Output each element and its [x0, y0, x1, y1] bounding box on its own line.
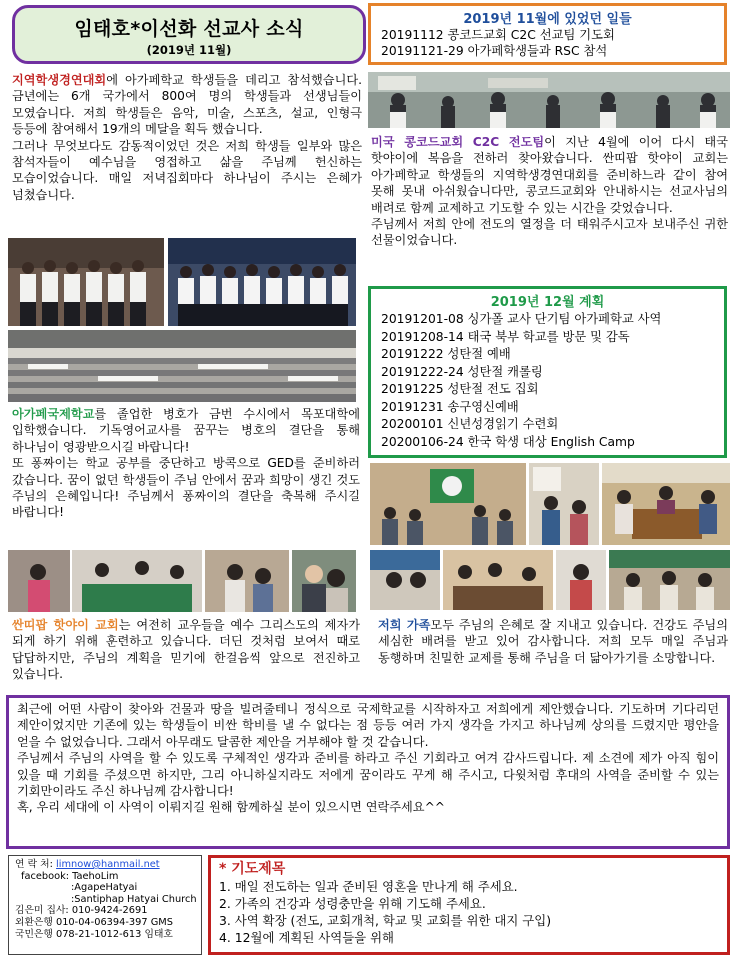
page-subtitle: (2019년 11월): [146, 43, 232, 57]
photo-contest-hall: [8, 330, 356, 402]
proposal-text-3: 혹, 우리 세대에 이 사역이 이뤄지길 원해 함께하실 분이 있으시면 연락주세요^^: [17, 800, 446, 815]
list-item: 20191222-24 성탄절 캐롤링: [381, 364, 543, 379]
list-item: 1. 매일 전도하는 일과 준비된 영혼을 만나게 해 주세요.: [219, 879, 518, 894]
photo-training-3: [205, 550, 289, 612]
article-contest: [12, 72, 362, 203]
november-events-title: 2019년 11월에 있었던 일들: [463, 12, 632, 27]
contact-facebook-2: :AgapeHatyai: [71, 882, 138, 894]
list-item: 2. 가족의 건강과 성령충만을 위해 기도해 주세요.: [219, 896, 486, 911]
header-box: [12, 5, 366, 64]
prayer-list: [219, 878, 719, 946]
church-text-1: 는 여전히 교우들을 예수 그리스도의 제자가 되게 하기 위해 훈련하고 있습니다. 더딘 것처럼 보여서 때로 답답하지만, 주님의 계획을 믿기에 한걸음씩 앞으로 전진하고 있습니다.: [12, 618, 360, 682]
photo-bible-study: [602, 463, 730, 545]
contest-text-2: 그러나 무엇보다도 감동적이었던 것은 저희 학생들 일부와 많은 참석자들이 예수님을 영접하고 삶을 주님께 헌신하는 모습이었습니다. 매일 저녁집회마다 하나님이 주시는 은혜가 넘쳤습니다.: [12, 138, 362, 202]
list-item: 20200101 신년성경읽기 수련회: [381, 417, 559, 431]
contact-facebook-1: facebook: TaehoLim: [21, 870, 119, 882]
contact-bank-1: 외환은행 010-04-06394-397 GMS: [15, 916, 173, 928]
contact-label: 연 락 처:: [15, 859, 53, 870]
photo-contest-group-2: [168, 238, 356, 326]
article-church: [12, 617, 360, 683]
article-agape: [12, 406, 360, 521]
article-concord: [371, 134, 728, 249]
photo-c2c-team: [368, 72, 730, 128]
list-item: 20191201-08 싱가폴 교사 단기팀 아가페학교 사역: [381, 312, 662, 326]
contest-highlight: 지역학생경연대회: [12, 73, 107, 87]
december-plan-list: [371, 311, 724, 451]
list-item: 20191208-14 태국 북부 학교를 방문 및 감독: [381, 329, 630, 344]
proposal-box: [6, 695, 730, 849]
prayer-title: * 기도제목: [219, 861, 286, 877]
family-text-1: 모두 주님의 은혜로 잘 지내고 있습니다. 건강도 주님의 세심한 배려를 받고 있어 감사합니다. 저희 모두 매일 주님과 동행하며 친밀한 교제를 통해 주님을 더 닮아가기를 소망합니다.: [378, 618, 728, 665]
list-item: 20200106-24 한국 학생 대상 English Camp: [381, 434, 635, 449]
list-item: 4. 12월에 계획된 사역들을 위해: [219, 930, 395, 945]
family-highlight: 저희 가족: [378, 618, 431, 632]
photo-family-1: [370, 550, 440, 610]
article-family: [378, 617, 728, 666]
proposal-text-1: 최근에 어떤 사람이 찾아와 건물과 땅을 빌려줄테니 정식으로 국제학교를 시작하자고 저희에게 제안했습니다. 기도하며 기다리던 제안이었지만 기존에 있는 학생들이 비싼 학비를 낼 수 없다는 점 등등 여러 가지 생각을 가지고 하나님께 상의를 드렸지만 평안을 얻을 수 없었습니다. 그래서 아무래도 달콤한 제안을 거부해야 할 것 같습니다.: [17, 702, 719, 749]
agape-text-2: 또 퐁짜이는 학교 공부를 중단하고 방콕으로 GED를 준비하러 갔습니다. 꿈이 없던 학생들이 주님 안에서 꿈과 희망이 생긴 것도 주님의 은혜입니다! 주님께서 퐁짜이의 결단을 축복해 주시길 바랍니다!: [12, 456, 360, 520]
contact-facebook-3: :Santiphap Hatyai Church: [71, 893, 197, 905]
contact-email-link[interactable]: limnow@hanmail.net: [56, 859, 160, 870]
november-events-box: [368, 3, 727, 65]
december-plan-title: 2019년 12월 계획: [490, 295, 605, 310]
concord-text-2: 주님께서 저희 안에 전도의 열정을 더 태워주시고자 보내주신 귀한 선물이었습니다.: [371, 217, 728, 248]
proposal-text-2: 주님께서 주님의 사역을 할 수 있도록 구체적인 생각과 준비를 하라고 주신 기회라고 여겨 감사드립니다. 제 소견에 제가 아직 힘이 있을 때 기회를 주셨으면 하지만, 그리 아니하실지라도 저에게 꿈이라도 꾸게 해 주시고, 다윗처럼 후대의 사역을 준비할 수 있는 기회만이라도 주신 하나님께 감사합니다!: [17, 751, 719, 799]
agape-text-1: 를 졸업한 병호가 금번 수시에서 목포대학에 입학했습니다. 기독영어교사를 꿈꾸는 병호의 결단을 통해 하나님이 영광받으시길 바랍니다!: [12, 407, 360, 454]
list-item: 20191121-29 아가페학생들과 RSC 참석: [381, 44, 608, 58]
photo-training-2: [72, 550, 202, 612]
list-item: 20191225 성탄절 전도 집회: [381, 382, 539, 396]
list-item: 20191222 성탄절 예배: [381, 347, 511, 361]
photo-family-2: [443, 550, 553, 610]
list-item: 20191231 송구영신예배: [381, 399, 519, 414]
contact-box: [8, 855, 202, 955]
contact-bank-2: 국민은행 078-21-1012-613 임태호: [15, 928, 173, 940]
concord-highlight: 미국 콩코드교회 C2C 전도팀: [371, 135, 545, 149]
contest-text-1: 에 아가페학교 학생들을 데리고 참석했습니다. 금년에는 6개 국가에서 800여 명의 학생들과 선생님들이 모였습니다. 저희 학생들은 음악, 미술, 스포츠, 설교, 인형극 등등에 참여해서 19개의 메달을 획득 했습니다.: [12, 73, 362, 137]
prayer-box: [208, 855, 730, 955]
november-events-list: [371, 27, 724, 59]
december-plan-box: [368, 286, 727, 458]
list-item: 20191112 콩코드교회 C2C 선교팀 기도회: [381, 28, 615, 42]
concord-text-1: 이 지난 4월에 이어 다시 태국 핫야이에 복음을 전하러 찾아왔습니다. 싼띠팝 핫야이 교회는 아가페학교 학생들의 지역학생경연대회를 준비하느라 같이 참여 못해 못내 아쉬웠습니다만, 콩코드교회와 안내하시는 선교사님의 배려로 함께 교제하고 기도할 수 있는 시간을 갖었습니다.: [371, 135, 728, 215]
photo-contest-group-1: [8, 238, 164, 326]
photo-church-fellowship: [529, 463, 599, 545]
contact-phone: 김은미 집사: 010-9424-2691: [15, 905, 148, 917]
photo-family-4: [609, 550, 730, 610]
photo-missionary-portrait: [292, 550, 356, 612]
church-highlight: 싼띠팝 핫야이 교회: [12, 618, 119, 632]
page-title: 임태호*이선화 선교사 소식: [74, 18, 304, 40]
photo-church-service: [370, 463, 526, 545]
photo-family-3: [556, 550, 606, 610]
photo-training-1: [8, 550, 70, 612]
agape-highlight: 아가페국제학교: [12, 407, 95, 421]
list-item: 3. 사역 확장 (전도, 교회개척, 학교 및 교회를 위한 대지 구입): [219, 913, 552, 928]
